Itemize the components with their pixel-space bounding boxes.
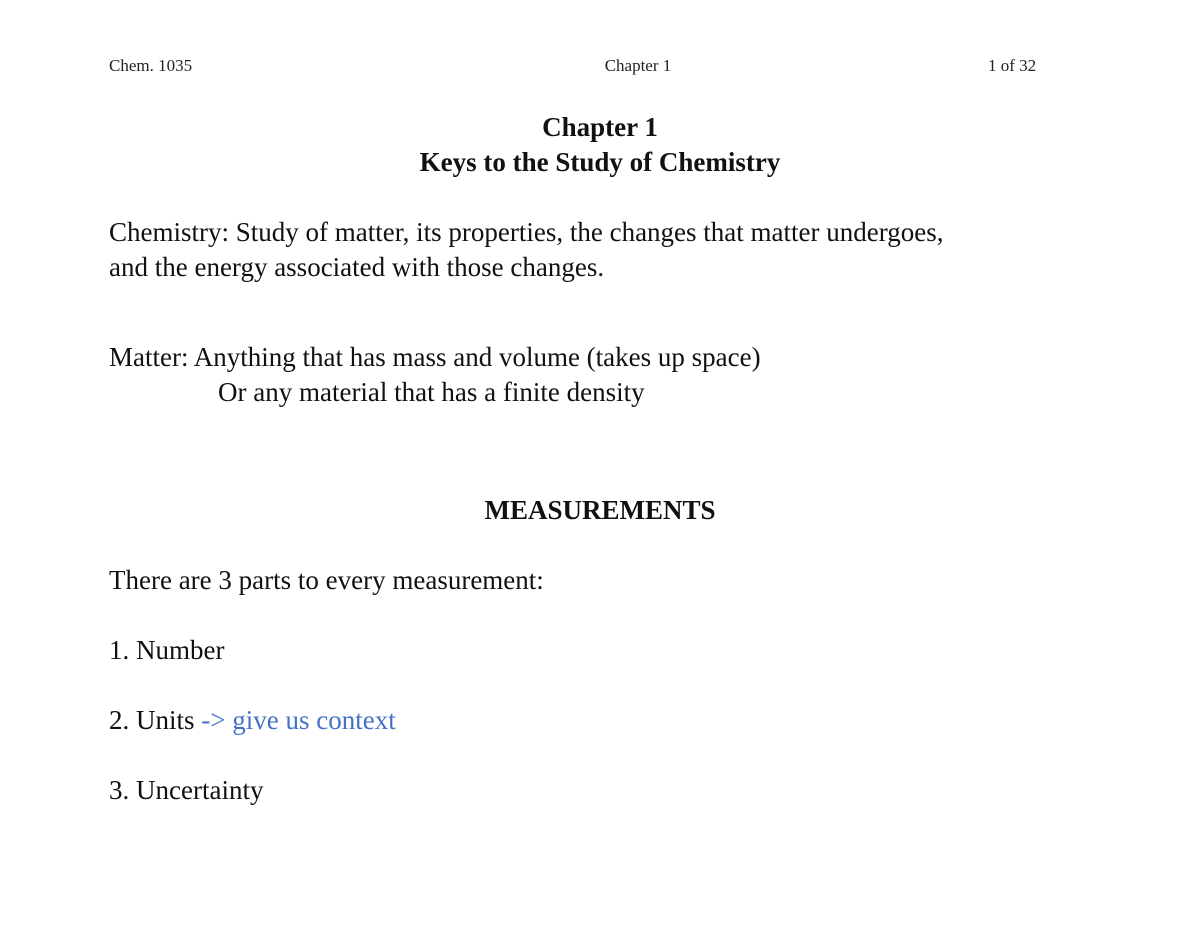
list-item-uncertainty [109,773,263,808]
list-item-units [109,703,396,738]
chemistry-definition-line-2: and the energy associated with those changes. [109,252,605,282]
list-item-text: 2. Units [109,705,202,735]
page-subtitle: Keys to the Study of Chemistry [419,147,781,177]
units-annotation: -> give us context [201,705,396,735]
matter-definition-line-1: Matter: Anything that has mass and volume (takes up space) [109,342,761,372]
header-chapter: Chapter 1 [604,56,672,75]
measurements-intro: There are 3 parts to every measurement: [109,565,544,595]
list-item-text: 1. Number [109,635,225,665]
chemistry-definition-line-1: Chemistry: Study of matter, its properties, the changes that matter undergoes, [109,217,944,247]
matter-definition-line-2: Or any material that has a finite density [218,377,645,407]
header-course: Chem. 1035 [109,56,193,75]
header-page-indicator: 1 of 32 [988,56,1037,75]
measurements-heading: MEASUREMENTS [484,495,716,525]
page-title: Chapter 1 [542,112,658,142]
list-item-number [109,633,224,668]
list-item-text: 3. Uncertainty [109,775,264,805]
